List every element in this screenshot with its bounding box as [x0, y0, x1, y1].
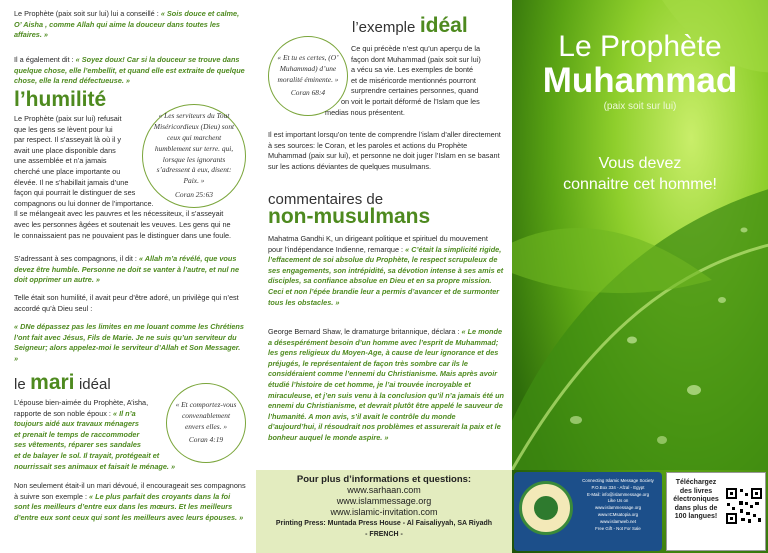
mari-line: et de balayer le sol. Il trayait, protégeait et [14, 450, 160, 460]
mari-body [14, 398, 246, 472]
commentaires-heading-big: non-musulmans [268, 205, 431, 228]
society-email: E-Mail: info@islammessage.org [586, 491, 650, 497]
society-logo-icon [519, 481, 573, 535]
exemple-line: surprendre certaines personnes, quand [351, 86, 479, 96]
commentaires-heading-small: commentaires de [268, 191, 384, 208]
exemple-quote-bubble [268, 36, 348, 116]
exemple-heading-small: l’exemple [352, 19, 416, 36]
download-box [666, 472, 766, 551]
cover-tagline-1: Vous devez [598, 155, 682, 172]
humilite-line: Il se mélangeait avec les pauvres et les nécessiteux, il s’asseyait [14, 209, 224, 219]
mari-heading-le: le [14, 376, 26, 393]
cover-subtitle: (paix soit sur lui) [603, 101, 677, 112]
intro-paragraph-1 [14, 9, 246, 41]
ne-depassez-quote: « DNe dépassez pas les limites en me louant comme les Chrétiens l’ont fait avec Jésus, Fils de Marie. Je ne suis qu’un serviteur du Seigneur; alors appelez-moi le serviteur d’Allah et Son Messager. » [14, 322, 244, 363]
mari-line-quote: « Il n’a [113, 408, 136, 418]
exemple-line: medias nous présentent. [325, 107, 405, 117]
footer-printing: Printing Press: Muntada Press House - Al Faisaliyyah, SA Riyadh [275, 520, 493, 527]
humilite-line: par respect. Il s’asseyait là où il y [14, 135, 122, 145]
exemple-quote-text: « Et tu es certes, (O’ Muhammad) d’une moralité éminente. » [277, 52, 339, 84]
mari-line: nourrissait ses animaux et faisait le ménage. » [14, 461, 176, 471]
mari-line: ses vêtements, réparer ses sandales [14, 440, 141, 450]
gandhi-paragraph [268, 234, 504, 308]
mari-line: toujours aidé aux travaux ménagers [14, 419, 139, 429]
society-name: Connecting Islamic Message Society [582, 478, 654, 483]
humilite-quote-text: « Les serviteurs du Tout Miséricordieux (Dieu) sont ceux qui marchent humblement sur terre. qui, lorsque les ignorants s’adressent à eux, disent: Paix. » [153, 111, 235, 186]
mari-quote-text: « Et comportez-vous convenablement envers elles. » [175, 399, 237, 431]
publisher-box [512, 470, 768, 553]
mari-line-text: rapporte de son noble époux : [14, 408, 113, 418]
footer-title: Pour plus d’informations et questions: [296, 474, 472, 485]
society-site-2[interactable]: www.ICMsatopia.org [597, 511, 639, 517]
mari-heading-ideal: idéal [78, 376, 111, 393]
society-site-3[interactable]: www.islamweb.net [599, 518, 637, 524]
intro1-text: Le Prophète (paix soit sur lui) lui a conseillé : [14, 9, 161, 18]
telle-paragraph: Telle était son humilité, il avait peur d’être adoré, un privilège qui n’est accordé qu’à Dieu seul : [14, 293, 239, 313]
shaw-paragraph [268, 327, 504, 444]
intro2-quote: « Soyez doux! Car si la douceur se trouve dans quelque chose, elle l’embellit, et quand elle est extraite de quelque chose, elle la rend défectueuse. » [14, 55, 245, 86]
humilite-line: avec les personnes âgées et soutenait les veuves. Les gens qui ne [14, 219, 231, 229]
download-text: Téléchargez des livres électroniques dans plus de 100 langues! [673, 479, 719, 521]
humilite-line: façon qui pourrait le distinguer de ses [14, 188, 136, 198]
society-like: Like Us on [607, 498, 629, 504]
exemple-line: on voit le portait déformé de l’Islam que les [341, 96, 480, 106]
society-address: P.O.Box 334 - Afzal - Egypt [591, 484, 645, 490]
exemple-heading-big: idéal [419, 14, 468, 37]
mari-line: et prenait le temps de raccommoder [14, 429, 140, 439]
footer-link-islammessage[interactable]: www.islammessage.org [336, 496, 432, 506]
humilite-line: Le Prophète (paix sur lui) refusait [14, 114, 122, 123]
non-seulement-text: Non seulement était-il un mari dévoué, il encourageait ses compagnons à suivre son exemple : [14, 481, 246, 501]
humilite-quote-ref: Coran 25:63 [175, 189, 213, 199]
cover-title-line-1: Le Prophète [558, 30, 722, 63]
mari-heading-big: mari [30, 371, 75, 394]
society-info [576, 478, 660, 532]
society-banner [514, 472, 662, 551]
shaw-text: George Bernard Shaw, le dramaturge britannique, déclara : [268, 327, 462, 336]
intro-paragraph-2 [14, 55, 246, 87]
mari-line: L’épouse bien-aimée du Prophète, A’isha, [14, 398, 149, 407]
cover-tagline-2: connaitre cet homme! [563, 176, 717, 193]
mari-heading [14, 371, 111, 395]
non-seulement-quote: « Le plus parfait des croyants dans la foi sont les meilleurs d’entre eux dans les mœurs. Et les meilleurs d’entre eux sont ceux qui sont les meilleurs avec leurs épouses. » [14, 491, 244, 522]
humilite-line: cherché une place importante ou [14, 166, 121, 176]
footer-language: - FRENCH - [365, 531, 403, 538]
mari-quote-ref: Coran 4:19 [188, 435, 224, 445]
exemple-line: Ce qui précède n’est qu’un aperçu de la [351, 44, 480, 53]
intro1-quote: « Sois douce et calme, O’ Aisha , comme Allah qui aime la douceur dans toutes les affaires. » [14, 9, 240, 40]
humilite-line: une assemblée et n’a jamais [14, 156, 107, 166]
exemple-body [325, 44, 503, 118]
compagnons-paragraph [14, 254, 246, 286]
compagnons-quote: « Allah m’a révélé, que vous devez être humble. Personne ne doit se vanter à l’autre, et nul ne doit opprimer un autre. » [14, 254, 240, 285]
society-site-1[interactable]: www.islammessage.org [594, 505, 642, 511]
humilite-body [14, 114, 246, 241]
humilite-heading: l’humilité [14, 88, 107, 111]
non-seulement-paragraph [14, 481, 246, 523]
society-free-gift: Free Gift - Not For Sale [595, 525, 641, 531]
humilite-line: compagnons ou lui donner de l’importance. [14, 198, 154, 208]
footer-link-sarhaan[interactable]: www.sarhaan.com [347, 485, 421, 495]
shaw-quote: « Le monde a désespérément besoin d’un homme avec l’esprit de Muhammad; les gens religieux du Moyen-Age, à cause de leur ignorance et des préjugés, le représentaient de façon très sombre car ils le considéraient comme l’ennemi du Christianisme. Mais après avoir étudié l’histoire de cet homme, je l’ai trouvée incroyable et miraculeuse, et j’en suis venu à la conclusion qu’il n’a jamais été un ennemi du Christianisme, et devrait plutôt être appelé le sauveur de l’humanité. A mon avis, s’il avait le contrôle du monde d’aujourd’hui, il résoudrait nos problèmes et assurerait la paix et le bonheur auquel le monde aspire. » [268, 327, 505, 442]
exemple-quote-ref: Coran 68:4 [290, 88, 326, 98]
intro2-text: Il a également dit : [14, 55, 76, 64]
gandhi-text: Mahatma Gandhi K, un dirigeant politique et spirituel du mouvement pour l’indépendance Indienne, remarque : [268, 234, 488, 254]
humilite-line: que les gens se lèvent pour lui [14, 124, 113, 134]
qr-code-icon[interactable] [725, 487, 763, 525]
compagnons-text: S’adressant à ses compagnons, il dit : [14, 254, 139, 263]
mari-line [14, 409, 246, 420]
exemple-heading [352, 14, 468, 38]
exemple-line: et de miséricorde mentionnés pourront [351, 75, 476, 85]
cover-title-line-2: Muhammad [542, 61, 738, 100]
humilite-line: élevée. Il ne s’habillait jamais d’une [14, 177, 129, 187]
gandhi-quote: « C’était la simplicité rigide, l’effacement de soi absolue du Prophète, le respect scrupuleux de ses engagements, son intrépidité, sa dévotion intense à ses amis et disciples, sa confiance absolue en Dieu et en sa propre mission. Ceci et non l’épée brandie leur a permis d’avancer et de surmonter tous les obstacles. » [268, 244, 504, 307]
important-paragraph: Il est important lorsqu’on tente de comprendre l’islam d’aller directement à ses sources: le Coran, et les paroles et actions du Prophète Muhammad (paix sur lui), et personne ne doit juger l’Islam en se basant sur les actions déviantes de quelques musulmans. [268, 130, 501, 171]
exemple-line: façon dont Muhammad (paix soit sur lui) [351, 54, 481, 64]
humilite-line: le connaissaient pas ne pouvaient pas le distinguer dans une foule. [14, 230, 232, 240]
contact-footer [256, 470, 512, 553]
exemple-line: a vécu sa vie. Les exemples de bonté [351, 65, 474, 75]
humilite-line: avait une place disponible dans [14, 145, 116, 155]
footer-link-islamic-invitation[interactable]: www.islamic-invitation.com [330, 507, 438, 517]
